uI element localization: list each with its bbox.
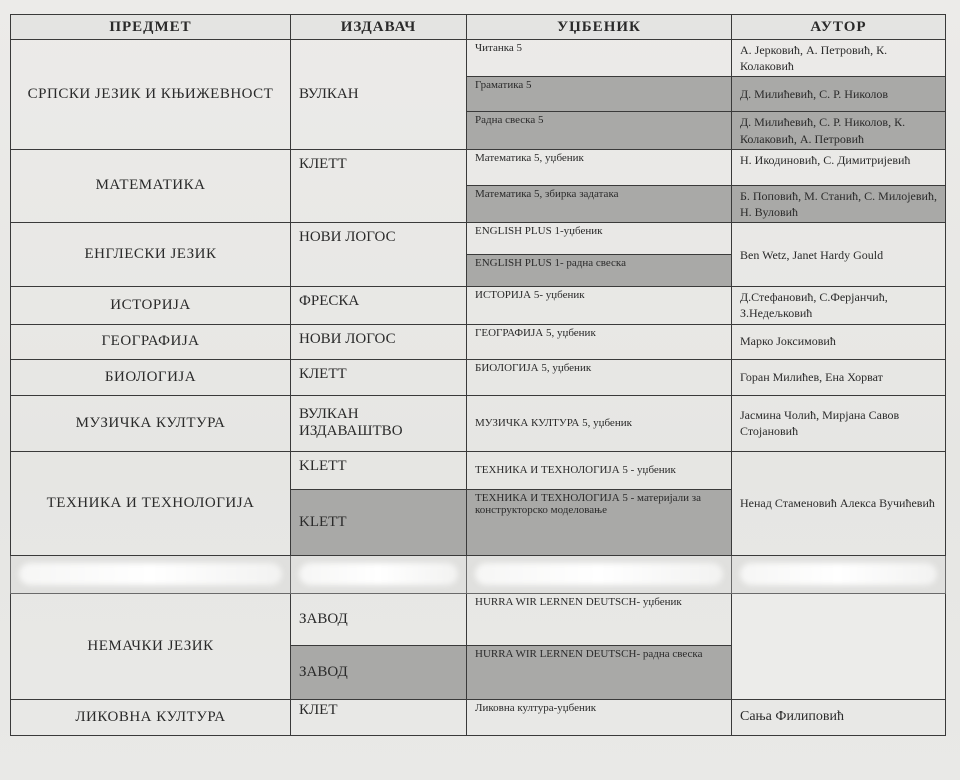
- header-textbook: УЏБЕНИК: [467, 15, 732, 40]
- textbook-cell: ТЕХНИКА И ТЕХНОЛОГИЈА 5 - материјали за конструкторско моделовање: [467, 489, 732, 555]
- author-cell: Д. Милићевић, С. Р. Николов, К. Колаковић, А. Петровић: [732, 112, 946, 149]
- redaction-blur: [299, 563, 458, 585]
- table-row: [11, 149, 946, 185]
- header-publisher: ИЗДАВАЧ: [291, 15, 467, 40]
- author-cell: Ненад Стаменовић Алекса Вучићевић: [732, 451, 946, 555]
- textbook-cell: ИСТОРИЈА 5- уџбеник: [467, 287, 732, 324]
- author-cell: Сања Филиповић: [732, 699, 946, 735]
- textbook-cell: HURRA WIR LERNEN DEUTSCH- радна свеска: [467, 645, 732, 699]
- author-cell: Марко Јоксимовић: [732, 324, 946, 359]
- publisher-cell: KLETT: [291, 489, 467, 555]
- redaction-blur: [475, 563, 723, 585]
- table-row: [11, 451, 946, 489]
- author-cell: Н. Икодиновић, С. Димитријевић: [732, 149, 946, 185]
- subject-cell: НЕМАЧКИ ЈЕЗИК: [11, 593, 291, 699]
- subject-cell: МАТЕМАТИКА: [11, 149, 291, 222]
- subject-cell: ТЕХНИКА И ТЕХНОЛОГИЈА: [11, 451, 291, 555]
- publisher-cell: КЛЕТ: [291, 699, 467, 735]
- publisher-cell: ФРЕСКА: [291, 287, 467, 324]
- author-cell: Горан Милићев, Ена Хорват: [732, 359, 946, 395]
- author-cell: Б. Поповић, М. Станић, С. Милојевић, Н. Вуловић: [732, 185, 946, 222]
- table-row: [11, 287, 946, 324]
- subject-cell: ИСТОРИЈА: [11, 287, 291, 324]
- publisher-cell: НОВИ ЛОГОС: [291, 324, 467, 359]
- publisher-cell: КЛЕТТ: [291, 149, 467, 222]
- subject-cell: ЕНГЛЕСКИ ЈЕЗИК: [11, 223, 291, 287]
- textbook-cell: Математика 5, збирка задатака: [467, 185, 732, 222]
- table-row: [11, 699, 946, 735]
- author-cell: Јасмина Чолић, Мирјана Савов Стојановић: [732, 395, 946, 451]
- textbook-cell: HURRA WIR LERNEN DEUTSCH- уџбеник: [467, 593, 732, 645]
- redacted-cell: [467, 555, 732, 593]
- textbook-cell: ГЕОГРАФИЈА 5, уџбеник: [467, 324, 732, 359]
- redaction-blur: [740, 563, 937, 585]
- author-cell-empty: [732, 593, 946, 699]
- left-edge-strip: [0, 14, 10, 734]
- subject-cell: БИОЛОГИЈА: [11, 359, 291, 395]
- author-cell: А. Јерковић, А. Петровић, К. Колаковић: [732, 40, 946, 77]
- table-row: [11, 359, 946, 395]
- table-row: [11, 40, 946, 77]
- subject-cell: ГЕОГРАФИЈА: [11, 324, 291, 359]
- publisher-cell: KLETT: [291, 451, 467, 489]
- publisher-cell: ВУЛКАН: [291, 40, 467, 150]
- author-cell: Ben Wetz, Janet Hardy Gould: [732, 223, 946, 287]
- publisher-cell: НОВИ ЛОГОС: [291, 223, 467, 287]
- publisher-cell: ЗАВОД: [291, 645, 467, 699]
- textbook-cell: Радна свеска 5: [467, 112, 732, 149]
- table-row: [11, 223, 946, 255]
- textbook-cell: ТЕХНИКА И ТЕХНОЛОГИЈА 5 - уџбеник: [467, 451, 732, 489]
- redacted-row: [11, 555, 946, 593]
- publisher-cell: КЛЕТТ: [291, 359, 467, 395]
- header-subject: ПРЕДМЕТ: [11, 15, 291, 40]
- author-cell: Д.Стефановић, С.Ферјанчић, З.Недељковић: [732, 287, 946, 324]
- textbook-cell: БИОЛОГИЈА 5, уџбеник: [467, 359, 732, 395]
- textbook-cell: Читанка 5: [467, 40, 732, 77]
- redacted-cell: [732, 555, 946, 593]
- subject-cell: СРПСКИ ЈЕЗИК И КЊИЖЕВНОСТ: [11, 40, 291, 150]
- textbook-cell: Граматика 5: [467, 77, 732, 112]
- textbook-cell: Ликовна култура-уџбеник: [467, 699, 732, 735]
- textbook-cell: Математика 5, уџбеник: [467, 149, 732, 185]
- table-header-row: [11, 15, 946, 40]
- subject-cell: МУЗИЧКА КУЛТУРА: [11, 395, 291, 451]
- table-row: [11, 395, 946, 451]
- table-row: [11, 593, 946, 645]
- textbook-cell: МУЗИЧКА КУЛТУРА 5, уџбеник: [467, 395, 732, 451]
- publisher-cell: ВУЛКАН ИЗДАВАШТВО: [291, 395, 467, 451]
- table-row: [11, 324, 946, 359]
- header-author: АУТОР: [732, 15, 946, 40]
- author-cell: Д. Милићевић, С. Р. Николов: [732, 77, 946, 112]
- textbook-table: [10, 14, 946, 736]
- subject-cell: ЛИКОВНА КУЛТУРА: [11, 699, 291, 735]
- publisher-cell: ЗАВОД: [291, 593, 467, 645]
- textbook-cell: ENGLISH PLUS 1-уџбеник: [467, 223, 732, 255]
- redacted-cell: [11, 555, 291, 593]
- redacted-cell: [291, 555, 467, 593]
- redaction-blur: [19, 563, 282, 585]
- textbook-cell: ENGLISH PLUS 1- радна свеска: [467, 255, 732, 287]
